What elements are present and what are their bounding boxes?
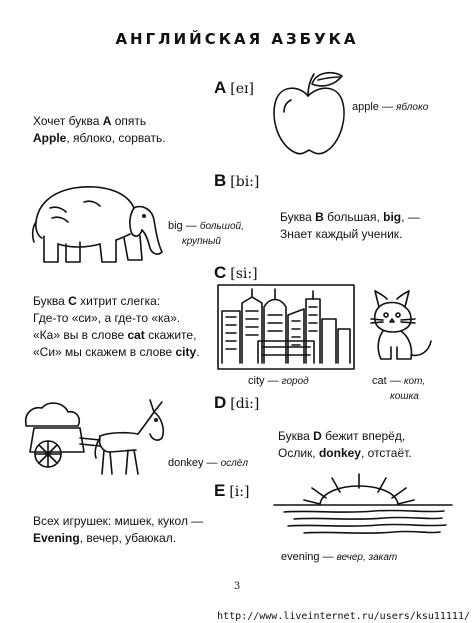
rhyme-bold: B [315,210,324,224]
rhyme-text: Знает каждый ученик. [280,227,403,241]
rhyme-bold: Evening [33,531,80,545]
rhyme-text: Хочет буква [33,114,103,128]
rhyme-bold: donkey [318,446,361,460]
caption-translation: кошка [390,391,419,402]
elephant-icon [30,178,165,270]
rhyme-text: Ослик, [278,446,319,460]
rhyme-bold: Apple [33,131,67,145]
source-url[interactable]: http://www.liveinternet.ru/users/ksu11111/ [217,611,470,622]
letter-d: D [214,393,227,412]
page-title: АНГЛИЙСКАЯ АЗБУКА [115,30,359,48]
page-number: 3 [233,581,241,592]
rhyme-bold: C [68,294,77,308]
letter-e-heading [214,481,249,501]
rhyme-e [33,513,203,547]
caption-word: city [248,375,265,387]
rhyme-text: , отстаёт. [360,446,412,460]
caption-word: evening [281,551,320,563]
rhyme-text: , яблоко, сорвать. [66,131,166,145]
rhyme-text: опять [111,114,147,128]
rhyme-bold: D [313,429,322,443]
rhyme-text: хитрит слегка: [76,294,161,308]
caption-translation: кот, [403,376,426,387]
caption-translation: крупный [182,236,221,247]
rhyme-text: , вечер, убаюкал. [79,531,177,545]
rhyme-text: «Ка» вы в слове [33,328,128,342]
city-icon [218,285,354,369]
transcription-b: [bi:] [230,174,260,190]
caption-dash: — [203,457,221,469]
caption-word: apple [352,101,379,113]
caption-dash: — [182,220,200,232]
caption-e [281,550,397,565]
rhyme-text: «Си» мы скажем в слове [33,345,176,359]
caption-d [168,456,248,471]
letter-c-heading [214,263,258,283]
caption-translation: город [281,376,309,387]
rhyme-c [33,293,200,361]
transcription-e: [i:] [229,484,250,500]
rhyme-d [278,428,412,462]
rhyme-text: , — [401,210,420,224]
letter-b: B [214,171,227,190]
caption-word: cat [372,375,387,387]
caption-dash: — [378,101,397,113]
rhyme-bold: city [175,345,197,359]
caption-b [168,219,244,249]
letter-a-heading [214,78,254,98]
letter-b-heading [214,171,259,191]
rhyme-text: . [196,345,200,359]
rhyme-bold: A [102,114,112,128]
caption-cat [372,374,425,404]
caption-word: big [168,220,183,232]
rhyme-text: Буква [33,294,69,308]
caption-dash: — [264,375,282,387]
caption-translation: большой, [199,221,244,232]
rhyme-text: Буква [278,429,314,443]
rhyme-a [33,113,166,147]
letter-e: E [214,481,226,500]
rhyme-text: Всех игрушек: мишек, кукол — [33,514,204,528]
rhyme-bold: cat [127,328,145,342]
caption-city [248,374,309,389]
transcription-c: [si:] [230,266,258,282]
rhyme-text: Буква [280,210,316,224]
apple-icon [270,66,350,158]
caption-translation: вечер, закат [336,552,398,563]
rhyme-text: большая, [323,210,384,224]
cat-icon [365,285,437,363]
caption-word: donkey [168,457,204,469]
caption-translation: яблоко [396,102,429,113]
caption-translation: ослёл [220,458,249,469]
rhyme-text: бежит вперёд, [321,429,406,443]
caption-dash: — [386,375,404,387]
letter-c: C [214,263,227,282]
transcription-a: [eɪ] [230,81,254,97]
sunset-icon [274,474,452,544]
letter-d-heading [214,393,259,413]
letter-a: A [214,78,227,97]
caption-dash: — [319,551,337,563]
rhyme-b [280,209,420,243]
rhyme-bold: big [383,210,402,224]
rhyme-text: скажите, [144,328,197,342]
rhyme-text: Где-то «си», а где-то «ка». [33,311,181,325]
caption-a [352,100,428,115]
donkey-cart-icon [20,398,170,480]
transcription-d: [di:] [230,396,260,412]
